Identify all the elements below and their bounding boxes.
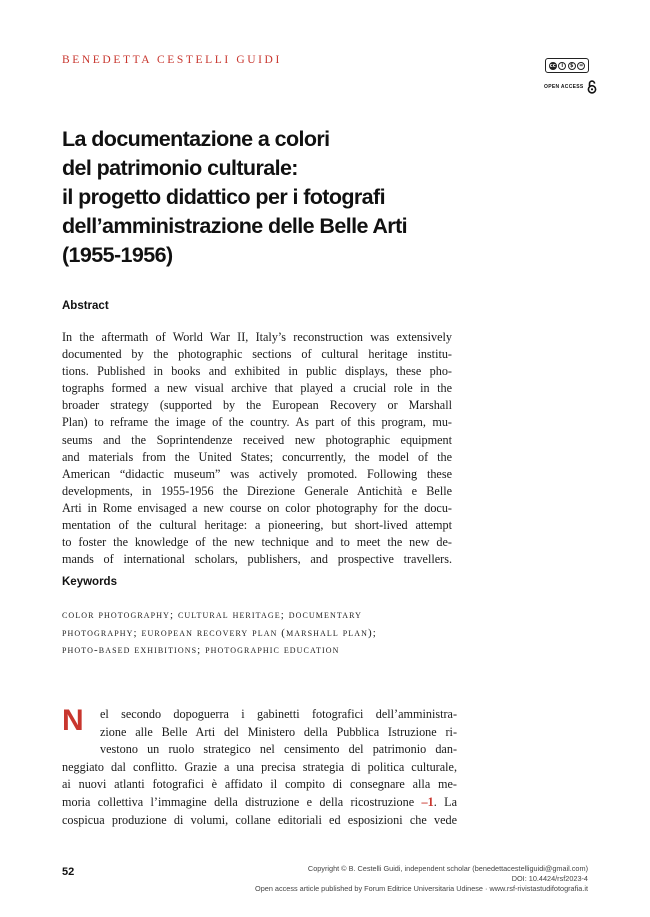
keywords-list bbox=[62, 607, 462, 660]
body-paragraph bbox=[62, 706, 457, 829]
abstract-line: mentation of the cultural heritage: a pioneering, but short-lived attempt bbox=[62, 518, 452, 533]
body-line: zione alle Belle Arti del Ministero della Pubblica Istruzione ri- bbox=[100, 724, 457, 739]
abstract-line: to foster the knowledge of the new technique and to meet the new de- bbox=[62, 535, 452, 550]
keywords-line: photography; european recovery plan (marshall plan); bbox=[62, 626, 377, 639]
abstract-line: tographs formed a new visual archive that played a crucial role in the bbox=[62, 381, 452, 396]
abstract-text bbox=[62, 329, 452, 568]
publisher-line: Open access article published by Forum Editrice Universitaria Udinese · www.rsf-rivistastudifotografia.it bbox=[255, 884, 588, 893]
title-line: del patrimonio culturale: bbox=[62, 156, 298, 180]
body-line-with-footnote bbox=[62, 794, 457, 812]
open-access-lock-icon bbox=[587, 80, 597, 94]
abstract-line: documented by the photographic sections of cultural heritage institu- bbox=[62, 347, 452, 362]
copyright-line: Copyright © B. Cestelli Guidi, independent scholar (benedettacestelliguidi@gmail.com) bbox=[307, 864, 588, 873]
open-access-mark bbox=[544, 80, 597, 94]
body-line-text: moria collettiva l’immagine della distruzione e della ricostruzione bbox=[62, 794, 415, 809]
abstract-heading: Abstract bbox=[62, 300, 109, 312]
noderivatives-icon: = bbox=[579, 62, 584, 69]
body-line: el secondo dopoguerra i gabinetti fotografici dell’amministra- bbox=[100, 707, 457, 721]
article-title bbox=[62, 125, 502, 270]
noncommercial-icon: $ bbox=[568, 62, 576, 70]
body-line-tail: . La bbox=[433, 794, 458, 809]
abstract-line: seums and the Soprintendenze received new photographic equipment bbox=[62, 432, 452, 447]
abstract-line: tions. Published in books and exhibited in public displays, these pho- bbox=[62, 364, 452, 379]
title-line: il progetto didattico per i fotografi bbox=[62, 185, 385, 209]
cc-logo-icon: cc bbox=[549, 62, 556, 69]
abstract-line: In the aftermath of World War II, Italy’s reconstruction was extensively bbox=[62, 330, 452, 344]
body-line: ai nuovi atlanti fotografici è affidato il compito di consegnare alla me- bbox=[62, 777, 457, 792]
page-footer bbox=[255, 864, 588, 894]
abstract-line: Plan) to reframe the image of the country. As part of this program, mu- bbox=[62, 415, 452, 430]
footnote-link[interactable]: –1 bbox=[421, 794, 434, 809]
title-line: dell’amministrazione delle Belle Arti bbox=[62, 214, 408, 238]
abstract-line: developments, in 1955-1956 the Direzione Generale Antichità e Belle bbox=[62, 483, 452, 498]
keywords-heading: Keywords bbox=[62, 576, 117, 588]
body-line: neggiato dal conflitto. Grazie a una precisa strategia di politica culturale, bbox=[62, 759, 457, 774]
abstract-line: American “didactic museum” was actively promoted. Following these bbox=[62, 466, 452, 481]
doi-line: DOI: 10.4424/rsf2023-4 bbox=[511, 874, 588, 883]
abstract-line: and materials from the United States; concurrently, the model of the bbox=[62, 449, 452, 464]
abstract-line: mands of international scholars, publishers, and prospective travellers. bbox=[62, 552, 452, 567]
body-line: vestono un ruolo strategico nel censimento del patrimonio dan- bbox=[100, 742, 457, 757]
title-line: La documentazione a colori bbox=[62, 127, 330, 151]
by-attribution-icon: i bbox=[558, 62, 566, 70]
keywords-line: color photography; cultural heritage; documentary bbox=[62, 609, 362, 621]
cc-by-nc-nd-icon[interactable] bbox=[545, 58, 589, 73]
body-line: cospicua produzione di volumi, collane editoriali ed esposizioni che vede bbox=[62, 812, 457, 827]
page-number: 52 bbox=[62, 866, 75, 878]
title-line: (1955-1956) bbox=[62, 243, 173, 267]
abstract-line: broader strategy (supported by the European Recovery or Marshall bbox=[62, 398, 452, 413]
running-header-author: BENEDETTA CESTELLI GUIDI bbox=[62, 54, 282, 66]
abstract-line: Arti in Rome envisaged a new course on color photography for the docu- bbox=[62, 500, 452, 515]
drop-cap: N bbox=[62, 704, 84, 737]
keywords-line: photo-based exhibitions; photographic education bbox=[62, 644, 340, 657]
open-access-label: OPEN ACCESS bbox=[544, 84, 584, 90]
